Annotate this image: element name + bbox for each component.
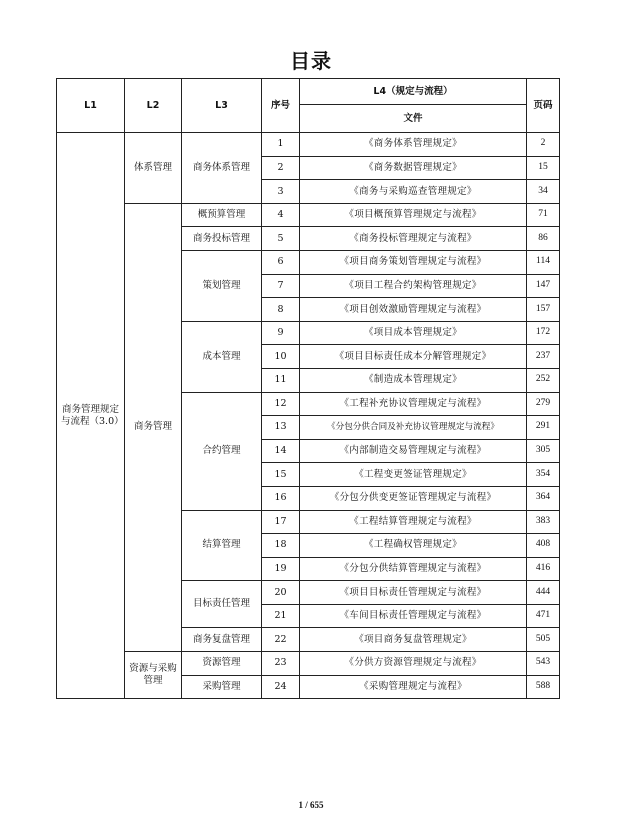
page-number: 237 — [527, 345, 560, 369]
page-number: 364 — [527, 486, 560, 510]
file-link[interactable]: 《制造成本管理规定》 — [300, 368, 527, 392]
file-link[interactable]: 《工程补充协议管理规定与流程》 — [300, 392, 527, 416]
header-l4: L4（规定与流程） — [300, 79, 527, 105]
seq-cell: 3 — [262, 180, 300, 204]
file-link[interactable]: 《项目商务复盘管理规定》 — [300, 628, 527, 652]
page-title: 目录 — [290, 49, 332, 73]
seq-cell: 14 — [262, 439, 300, 463]
seq-cell: 22 — [262, 628, 300, 652]
page-number: 354 — [527, 463, 560, 487]
page-number: 15 — [527, 156, 560, 180]
header-page: 页码 — [527, 79, 560, 133]
l3-cell: 采购管理 — [182, 675, 262, 699]
file-link[interactable]: 《分包分供变更签证管理规定与流程》 — [300, 486, 527, 510]
seq-cell: 4 — [262, 203, 300, 227]
page-number: 408 — [527, 534, 560, 558]
seq-cell: 19 — [262, 557, 300, 581]
l3-cell: 商务投标管理 — [182, 227, 262, 251]
file-link[interactable]: 《商务体系管理规定》 — [300, 133, 527, 157]
seq-cell: 20 — [262, 581, 300, 605]
page-number: 471 — [527, 604, 560, 628]
file-link[interactable]: 《采购管理规定与流程》 — [300, 675, 527, 699]
seq-cell: 24 — [262, 675, 300, 699]
header-l1: L1 — [57, 79, 125, 133]
file-link[interactable]: 《分包分供合同及补充协议管理规定与流程》 — [300, 416, 527, 440]
l1-cell: 商务管理规定与流程（3.0） — [57, 133, 125, 699]
seq-cell: 6 — [262, 250, 300, 274]
seq-cell: 7 — [262, 274, 300, 298]
seq-cell: 8 — [262, 298, 300, 322]
header-l3: L3 — [182, 79, 262, 133]
l2-cell: 体系管理 — [125, 133, 182, 204]
l2-cell: 资源与采购管理 — [125, 652, 182, 699]
file-link[interactable]: 《车间目标责任管理规定与流程》 — [300, 604, 527, 628]
table-row — [57, 203, 560, 227]
page-number: 172 — [527, 321, 560, 345]
l3-cell: 成本管理 — [182, 321, 262, 392]
page-number: 114 — [527, 250, 560, 274]
page-number: 416 — [527, 557, 560, 581]
seq-cell: 23 — [262, 652, 300, 676]
table-row — [57, 652, 560, 676]
page-number: 71 — [527, 203, 560, 227]
seq-cell: 13 — [262, 416, 300, 440]
l3-cell: 结算管理 — [182, 510, 262, 581]
file-link[interactable]: 《项目目标责任成本分解管理规定》 — [300, 345, 527, 369]
seq-cell: 18 — [262, 534, 300, 558]
seq-cell: 11 — [262, 368, 300, 392]
file-link[interactable]: 《工程变更签证管理规定》 — [300, 463, 527, 487]
page-number: 147 — [527, 274, 560, 298]
l3-cell: 合约管理 — [182, 392, 262, 510]
seq-cell: 15 — [262, 463, 300, 487]
file-link[interactable]: 《项目成本管理规定》 — [300, 321, 527, 345]
page-number: 588 — [527, 675, 560, 699]
seq-cell: 17 — [262, 510, 300, 534]
file-link[interactable]: 《商务数据管理规定》 — [300, 156, 527, 180]
file-link[interactable]: 《工程结算管理规定与流程》 — [300, 510, 527, 534]
l3-cell: 概预算管理 — [182, 203, 262, 227]
seq-cell: 12 — [262, 392, 300, 416]
file-link[interactable]: 《商务与采购巡查管理规定》 — [300, 180, 527, 204]
l3-cell: 资源管理 — [182, 652, 262, 676]
page-number: 291 — [527, 416, 560, 440]
page-number: 2 — [527, 133, 560, 157]
seq-cell: 16 — [262, 486, 300, 510]
l3-cell: 策划管理 — [182, 250, 262, 321]
page-number: 86 — [527, 227, 560, 251]
page-number: 157 — [527, 298, 560, 322]
seq-cell: 9 — [262, 321, 300, 345]
l2-cell: 商务管理 — [125, 203, 182, 651]
seq-cell: 10 — [262, 345, 300, 369]
page-number: 383 — [527, 510, 560, 534]
file-link[interactable]: 《工程确权管理规定》 — [300, 534, 527, 558]
page-footer: 1 / 655 — [298, 800, 324, 810]
header-file: 文件 — [300, 105, 527, 133]
page-number: 279 — [527, 392, 560, 416]
file-link[interactable]: 《项目创效激励管理规定与流程》 — [300, 298, 527, 322]
header-seq: 序号 — [262, 79, 300, 133]
file-link[interactable]: 《项目目标责任管理规定与流程》 — [300, 581, 527, 605]
page-number: 34 — [527, 180, 560, 204]
page-number: 305 — [527, 439, 560, 463]
page-number: 505 — [527, 628, 560, 652]
file-link[interactable]: 《分供方资源管理规定与流程》 — [300, 652, 527, 676]
seq-cell: 21 — [262, 604, 300, 628]
file-link[interactable]: 《项目商务策划管理规定与流程》 — [300, 250, 527, 274]
seq-cell: 1 — [262, 133, 300, 157]
page-number: 444 — [527, 581, 560, 605]
seq-cell: 2 — [262, 156, 300, 180]
header-l2: L2 — [125, 79, 182, 133]
toc-table — [56, 78, 560, 699]
file-link[interactable]: 《项目工程合约架构管理规定》 — [300, 274, 527, 298]
l3-cell: 商务复盘管理 — [182, 628, 262, 652]
file-link[interactable]: 《商务投标管理规定与流程》 — [300, 227, 527, 251]
page-number: 252 — [527, 368, 560, 392]
l3-cell: 目标责任管理 — [182, 581, 262, 628]
page-number: 543 — [527, 652, 560, 676]
file-link[interactable]: 《项目概预算管理规定与流程》 — [300, 203, 527, 227]
file-link[interactable]: 《分包分供结算管理规定与流程》 — [300, 557, 527, 581]
seq-cell: 5 — [262, 227, 300, 251]
l3-cell: 商务体系管理 — [182, 133, 262, 204]
table-row — [57, 133, 560, 157]
file-link[interactable]: 《内部制造交易管理规定与流程》 — [300, 439, 527, 463]
